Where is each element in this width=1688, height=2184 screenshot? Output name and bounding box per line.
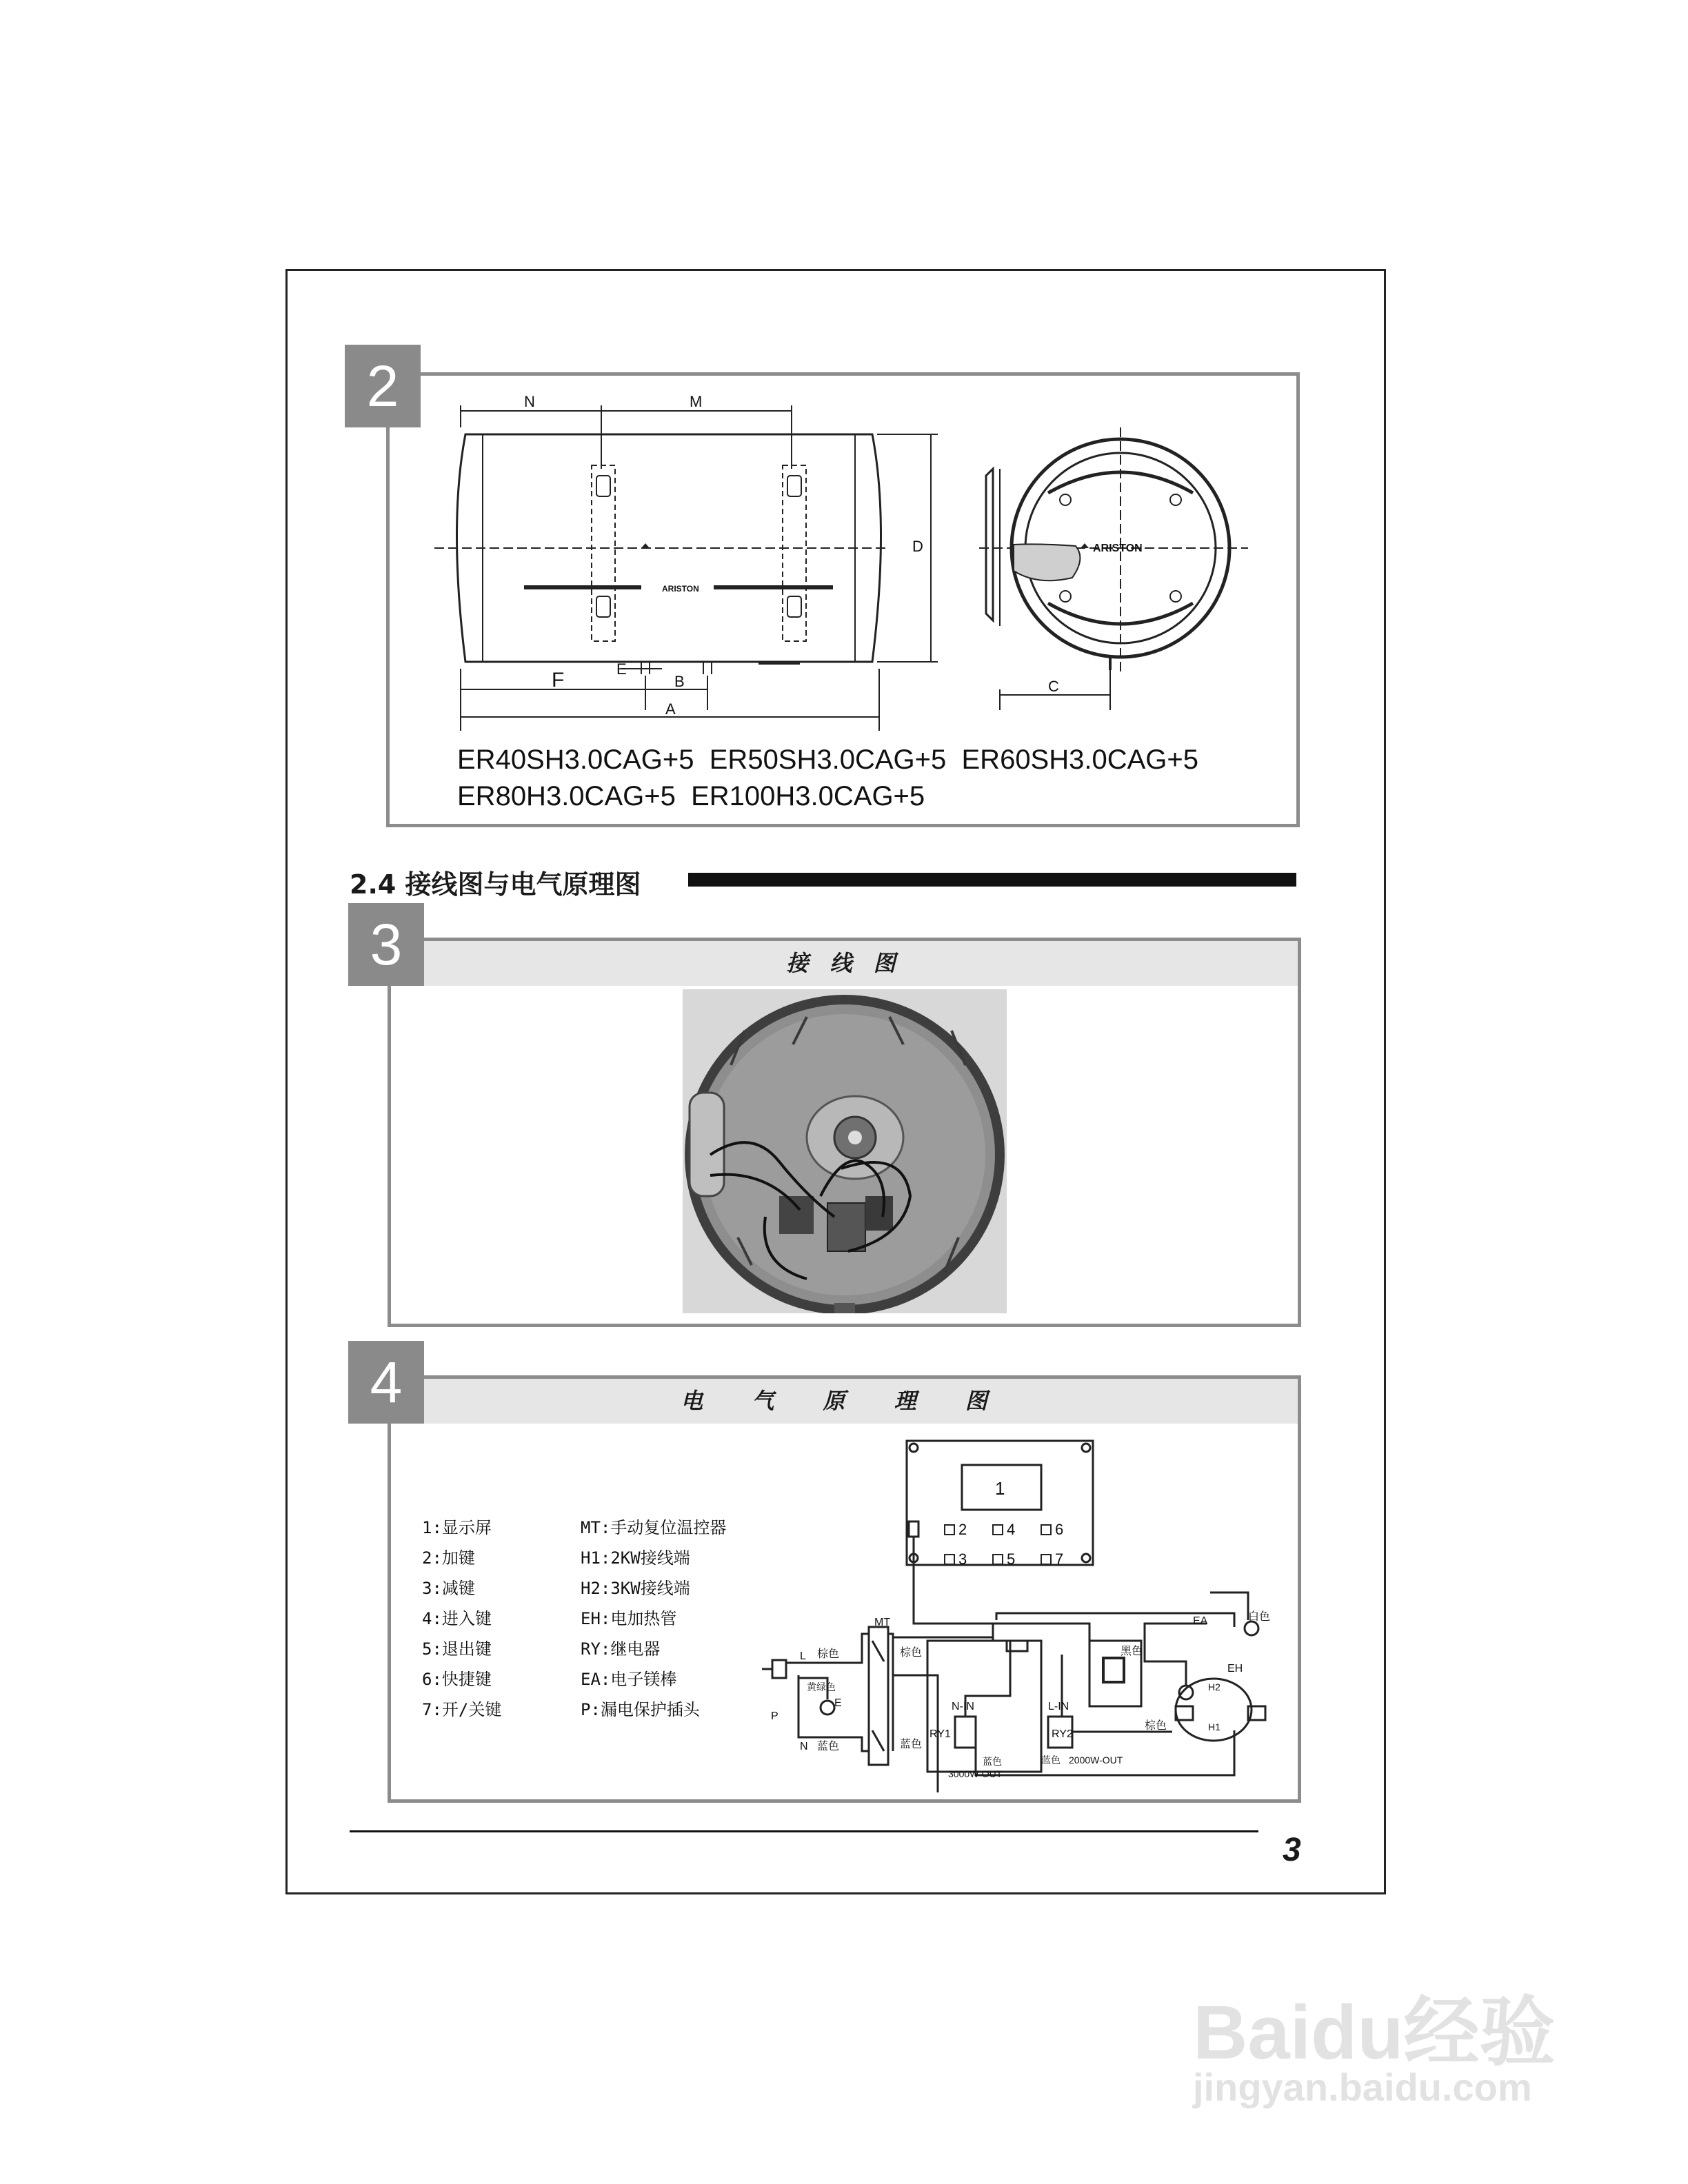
wiring-photo — [683, 989, 1007, 1313]
key-4: 4 — [1007, 1521, 1016, 1538]
legend-left — [422, 1514, 501, 1726]
wire-blue-mt: 蓝色 — [900, 1739, 923, 1750]
legend-EA: EA:电子镁棒 — [581, 1670, 677, 1689]
heading-rule — [688, 873, 1296, 887]
model-1: ER40SH3.0CAG+5 — [457, 745, 694, 775]
model-2: ER50SH3.0CAG+5 — [709, 745, 947, 775]
wire-blue-ry1: 蓝色 — [983, 1756, 1002, 1767]
key-5: 5 — [1007, 1550, 1016, 1568]
label-RY1: RY1 — [930, 1728, 951, 1740]
legend-3: 3:减键 — [422, 1579, 475, 1598]
label-N: N — [800, 1741, 808, 1752]
label-LIN: L-IN — [1048, 1701, 1069, 1712]
model-3: ER60SH3.0CAG+5 — [961, 745, 1199, 775]
label-NIN: N-IN — [952, 1701, 974, 1712]
dim-C: C — [1048, 678, 1059, 695]
section-badge-2: 2 — [345, 345, 421, 427]
wire-white: 白色 — [1248, 1611, 1271, 1623]
schematic-diagram — [758, 1434, 1296, 1792]
key-3: 3 — [958, 1550, 967, 1568]
label-L: L — [800, 1650, 806, 1662]
brand-label-side: ARISTON — [1093, 543, 1143, 554]
dim-F: F — [552, 669, 565, 691]
section-heading: 2.4 接线图与电气原理图 — [350, 869, 641, 900]
schematic-title: 电 气 原 理 图 — [391, 1379, 1298, 1424]
legend-5: 5:退出键 — [422, 1639, 492, 1659]
legend-6: 6:快捷键 — [422, 1670, 492, 1689]
wire-yg: 黄绿色 — [807, 1681, 836, 1692]
brand-label-front: ARISTON — [662, 584, 699, 594]
wire-brown-eh: 棕色 — [1145, 1720, 1167, 1732]
section-badge-3: 3 — [348, 903, 424, 986]
footer-rule — [350, 1830, 1258, 1832]
legend-right — [581, 1514, 726, 1726]
wire-brown-mt: 棕色 — [900, 1647, 923, 1659]
key-2: 2 — [958, 1521, 967, 1538]
label-H1: H1 — [1208, 1721, 1220, 1732]
legend-2: 2:加键 — [422, 1548, 475, 1568]
model-5: ER100H3.0CAG+5 — [691, 781, 925, 811]
model-list-line1 — [457, 745, 1198, 776]
label-E: E — [834, 1697, 842, 1709]
legend-EH: EH:电加热管 — [581, 1609, 677, 1628]
watermark-url: jingyan.baidu.com — [1193, 2065, 1532, 2109]
label-P: P — [771, 1710, 778, 1722]
page-number: 3 — [1283, 1832, 1301, 1868]
legend-RY: RY:继电器 — [581, 1639, 661, 1659]
dim-D: D — [912, 538, 923, 555]
wire-blue-N: 蓝色 — [817, 1741, 840, 1752]
label-MT: MT — [874, 1617, 891, 1628]
dim-M: M — [690, 393, 703, 410]
section-badge-4: 4 — [348, 1341, 424, 1424]
legend-H2: H2:3KW接线端 — [581, 1579, 690, 1598]
model-list-line2 — [457, 781, 925, 812]
legend-MT: MT:手动复位温控器 — [581, 1518, 727, 1537]
dimension-drawing — [414, 386, 1283, 731]
wire-brown-L: 棕色 — [817, 1648, 840, 1660]
label-3000w: 3000W-OUT — [948, 1768, 1003, 1779]
model-4: ER80H3.0CAG+5 — [457, 781, 676, 811]
legend-P: P:漏电保护插头 — [581, 1700, 700, 1719]
dim-N: N — [524, 393, 535, 410]
wire-black: 黑色 — [1121, 1646, 1143, 1657]
legend-1: 1:显示屏 — [422, 1518, 492, 1537]
label-EH: EH — [1227, 1663, 1243, 1675]
legend-7: 7:开/关键 — [422, 1700, 502, 1719]
label-RY2: RY2 — [1052, 1728, 1073, 1740]
watermark-brand: Baidu经验 — [1193, 1990, 1556, 2075]
dim-E: E — [616, 660, 627, 678]
legend-4: 4:进入键 — [422, 1609, 492, 1628]
display-label: 1 — [995, 1478, 1005, 1499]
wiring-title: 接 线 图 — [391, 941, 1298, 986]
key-7: 7 — [1055, 1550, 1064, 1568]
legend-H1: H1:2KW接线端 — [581, 1548, 690, 1568]
label-EA: EA — [1193, 1615, 1208, 1627]
label-H2: H2 — [1208, 1681, 1220, 1692]
dim-A: A — [665, 700, 676, 718]
dim-B: B — [674, 673, 685, 690]
label-2000w: 2000W-OUT — [1069, 1755, 1123, 1766]
wire-blue-ry2: 蓝色 — [1041, 1755, 1061, 1766]
key-6: 6 — [1055, 1521, 1064, 1538]
